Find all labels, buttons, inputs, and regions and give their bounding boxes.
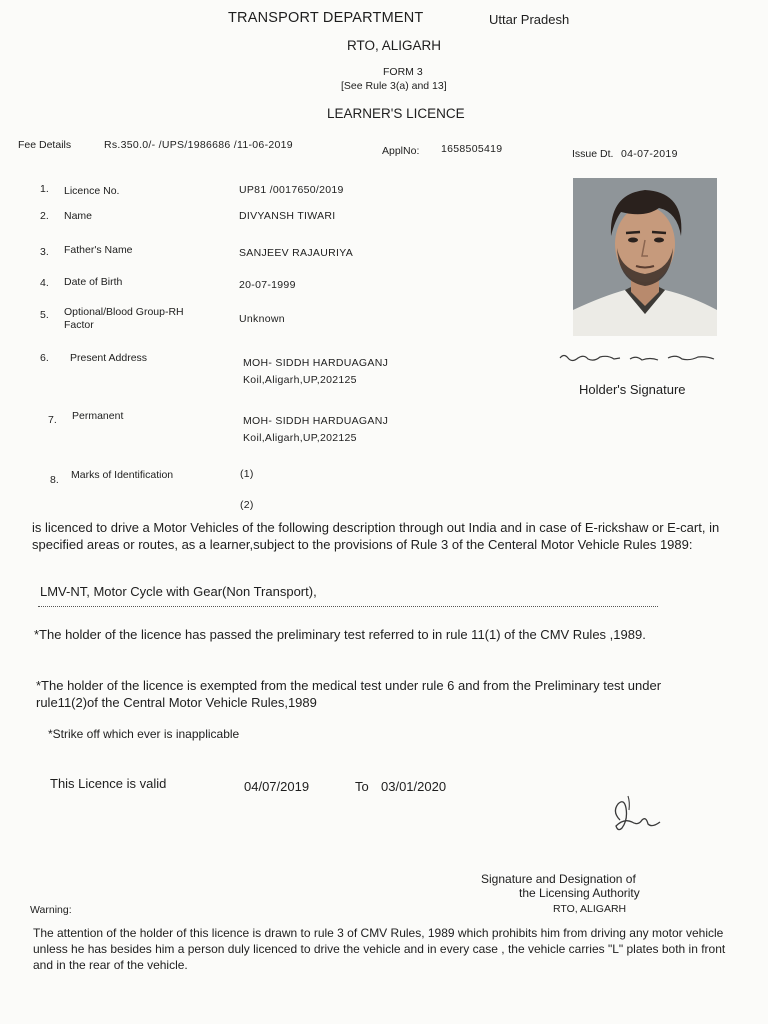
present-address-line2: Koil,Aligarh,UP,202125 — [243, 374, 357, 386]
application-number: 1658505419 — [441, 143, 503, 155]
exemption-note: *The holder of the licence is exempted from the medical test under rule 6 and from the Preliminary test under rule11(2)of the Central Motor Vehicle Rules,1989 — [36, 678, 662, 710]
application-label: ApplNo: — [382, 145, 420, 157]
permanent-address-label: Permanent — [72, 410, 124, 422]
validity-label: This Licence is valid — [50, 776, 167, 791]
fee-label: Fee Details — [18, 139, 72, 151]
identification-mark-1: (1) — [240, 468, 254, 480]
authority-line-3: RTO, ALIGARH — [553, 903, 627, 915]
blood-group-value: Unknown — [239, 313, 285, 325]
rule-reference: [See Rule 3(a) and 13] — [341, 80, 447, 92]
fee-value: Rs.350.0/- /UPS/1986686 /11-06-2019 — [104, 139, 293, 151]
field-number: 3. — [40, 246, 49, 258]
field-number: 2. — [40, 210, 49, 222]
authority-signature-image — [602, 792, 672, 840]
blood-group-label: Optional/Blood Group-RH Factor — [64, 306, 184, 331]
document-title: LEARNER'S LICENCE — [327, 106, 465, 121]
name-value: DIVYANSH TIWARI — [239, 210, 336, 222]
father-name-value: SANJEEV RAJAURIYA — [239, 247, 354, 259]
strike-off-note: *Strike off which ever is inapplicable — [48, 727, 240, 741]
identification-mark-2: (2) — [240, 499, 254, 511]
permanent-address-line1: MOH- SIDDH HARDUAGANJ — [243, 415, 389, 427]
warning-text: The attention of the holder of this licence is drawn to rule 3 of CMV Rules, 1989 which prohibits him from driving any motor vehicle unless he has besides him a person duly licenced to drive the vehicle and in every case , the vehicle carries "L" plates both in front and in the rear of the vehicle. — [33, 926, 726, 972]
licence-no-value: UP81 /0017650/2019 — [239, 184, 344, 196]
present-address-line1: MOH- SIDDH HARDUAGANJ — [243, 357, 389, 369]
licence-no-label: Licence No. — [64, 185, 120, 197]
name-label: Name — [64, 210, 93, 222]
validity-to-label: To — [355, 779, 369, 794]
father-name-label: Father's Name — [64, 244, 133, 256]
authority-line-1: Signature and Designation of — [481, 872, 636, 886]
field-number: 8. — [50, 474, 59, 486]
present-address-label: Present Address — [70, 352, 148, 364]
holder-signature-image — [558, 350, 720, 366]
department-title: TRANSPORT DEPARTMENT — [228, 10, 424, 26]
warning-label: Warning: — [30, 904, 72, 916]
state-name: Uttar Pradesh — [489, 12, 570, 27]
valid-to-date: 03/01/2020 — [381, 779, 447, 794]
holder-signature-label: Holder's Signature — [579, 382, 686, 397]
dob-label: Date of Birth — [64, 276, 123, 288]
field-number: 5. — [40, 309, 49, 321]
form-number: FORM 3 — [383, 66, 423, 78]
field-number: 6. — [40, 352, 49, 364]
field-number: 1. — [40, 183, 49, 195]
issue-date-label: Issue Dt. — [572, 148, 614, 160]
vehicle-class: LMV-NT, Motor Cycle with Gear(Non Transport), — [40, 584, 317, 599]
authority-line-2: the Licensing Authority — [519, 886, 640, 900]
preliminary-test-note: *The holder of the licence has passed the preliminary test referred to in rule 11(1) of the CMV Rules ,1989. — [34, 627, 646, 642]
identification-marks-label: Marks of Identification — [71, 469, 174, 481]
dob-value: 20-07-1999 — [239, 279, 296, 291]
issue-date-value: 04-07-2019 — [621, 148, 678, 160]
field-number: 4. — [40, 277, 49, 289]
valid-from-date: 04/07/2019 — [244, 779, 310, 794]
licence-description: is licenced to drive a Motor Vehicles of the following description through out India and in case of E-rickshaw or E-cart, in specified areas or routes, as a learner,subject to the provisions of Rule 3 of the Centeral Motor Vehicle Rules 1989: — [32, 520, 720, 552]
field-number: 7. — [48, 414, 57, 426]
office-name: RTO, ALIGARH — [347, 38, 442, 53]
vehicle-class-underline — [38, 606, 658, 607]
holder-photo — [573, 178, 717, 336]
permanent-address-line2: Koil,Aligarh,UP,202125 — [243, 432, 357, 444]
